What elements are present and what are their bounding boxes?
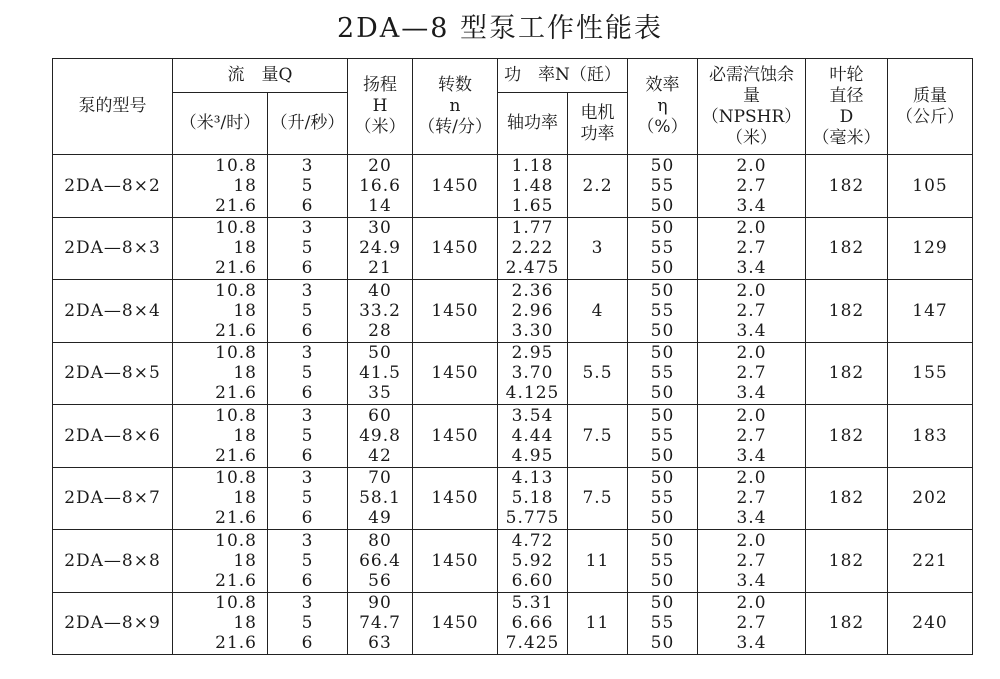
cell-head-value: 41.5 [359, 363, 401, 384]
cell-flow-m3h-value: 21.6 [215, 508, 257, 529]
cell-shaft-power-value: 7.425 [505, 633, 560, 654]
cell-flow-ls [268, 467, 348, 530]
cell-npshr-value: 2.7 [736, 363, 767, 384]
cell-flow-ls-value: 6 [301, 320, 314, 341]
cell-shaft-power-value: 2.22 [511, 238, 554, 259]
cell-mass: 183 [888, 405, 973, 468]
header-model: 泵的型号 [53, 59, 173, 155]
cell-flow-ls-value: 3 [301, 218, 314, 239]
cell-efficiency [628, 467, 698, 530]
cell-flow-m3h-value: 21.6 [215, 570, 257, 591]
cell-npshr [698, 155, 806, 218]
cell-flow-ls [268, 155, 348, 218]
cell-head-value: 80 [368, 530, 392, 551]
cell-shaft-power-value: 2.475 [505, 258, 560, 279]
cell-flow-m3h-value: 18 [233, 550, 257, 571]
cell-model: 2DA—8×6 [53, 405, 173, 468]
cell-efficiency-value: 50 [650, 320, 675, 341]
cell-npshr-value: 2.7 [736, 425, 767, 446]
cell-efficiency-value: 55 [650, 175, 675, 196]
cell-efficiency [628, 155, 698, 218]
cell-efficiency-value: 50 [650, 508, 675, 529]
cell-npshr-value: 2.0 [736, 530, 767, 551]
cell-mass: 105 [888, 155, 973, 218]
table-row [53, 592, 973, 655]
cell-head [348, 592, 413, 655]
cell-motor-power: 4 [568, 280, 628, 343]
cell-flow-ls-value: 5 [301, 175, 314, 196]
cell-flow-m3h-value: 10.8 [215, 593, 257, 614]
cell-shaft-power-value: 6.60 [511, 570, 554, 591]
cell-flow-ls-value: 3 [301, 468, 314, 489]
cell-npshr-value: 2.7 [736, 613, 767, 634]
cell-npshr-value: 3.4 [736, 258, 767, 279]
cell-head [348, 342, 413, 405]
cell-efficiency [628, 280, 698, 343]
cell-model: 2DA—8×8 [53, 530, 173, 593]
cell-model: 2DA—8×2 [53, 155, 173, 218]
cell-head-value: 30 [368, 218, 392, 239]
cell-head-value: 63 [368, 633, 392, 654]
cell-efficiency-value: 55 [650, 363, 675, 384]
cell-shaft-power-value: 4.125 [505, 383, 560, 404]
cell-npshr-value: 3.4 [736, 445, 767, 466]
cell-shaft-power-value: 3.30 [511, 320, 554, 341]
cell-motor-power: 11 [568, 530, 628, 593]
cell-shaft-power-value: 3.54 [511, 405, 554, 426]
cell-npshr-value: 2.7 [736, 300, 767, 321]
cell-mass: 240 [888, 592, 973, 655]
cell-flow-m3h-value: 21.6 [215, 258, 257, 279]
cell-efficiency [628, 592, 698, 655]
cell-flow-ls-value: 5 [301, 550, 314, 571]
cell-efficiency-value: 55 [650, 613, 675, 634]
cell-flow-m3h-value: 18 [233, 488, 257, 509]
header-head: 扬程 H （米） [348, 59, 413, 155]
cell-npshr-value: 3.4 [736, 570, 767, 591]
cell-efficiency-value: 55 [650, 488, 675, 509]
cell-efficiency-value: 50 [650, 468, 675, 489]
table-row [53, 530, 973, 593]
cell-npshr-value: 2.0 [736, 593, 767, 614]
cell-head-value: 28 [368, 320, 392, 341]
table-row [53, 342, 973, 405]
cell-flow-ls [268, 592, 348, 655]
cell-flow-ls [268, 405, 348, 468]
cell-flow-m3h [173, 467, 268, 530]
cell-npshr [698, 530, 806, 593]
cell-motor-power: 3 [568, 217, 628, 280]
cell-npshr [698, 467, 806, 530]
cell-motor-power: 7.5 [568, 405, 628, 468]
cell-npshr-value: 3.4 [736, 633, 767, 654]
cell-head-value: 50 [368, 343, 392, 364]
cell-flow-ls-value: 6 [301, 383, 314, 404]
cell-shaft-power-value: 2.36 [511, 280, 554, 301]
cell-npshr [698, 217, 806, 280]
cell-flow-m3h-value: 21.6 [215, 445, 257, 466]
cell-impeller: 182 [806, 342, 888, 405]
cell-impeller: 182 [806, 155, 888, 218]
cell-impeller: 182 [806, 217, 888, 280]
cell-head [348, 155, 413, 218]
cell-flow-m3h-value: 18 [233, 363, 257, 384]
cell-flow-ls-value: 6 [301, 570, 314, 591]
cell-model: 2DA—8×3 [53, 217, 173, 280]
cell-flow-m3h-value: 10.8 [215, 530, 257, 551]
cell-mass: 147 [888, 280, 973, 343]
cell-npshr-value: 2.0 [736, 405, 767, 426]
cell-flow-ls-value: 5 [301, 613, 314, 634]
cell-efficiency-value: 50 [650, 530, 675, 551]
cell-efficiency [628, 530, 698, 593]
cell-head-value: 60 [368, 405, 392, 426]
cell-flow-m3h-value: 21.6 [215, 383, 257, 404]
cell-npshr-value: 2.0 [736, 218, 767, 239]
cell-flow-m3h [173, 530, 268, 593]
cell-flow-ls-value: 5 [301, 363, 314, 384]
cell-flow-m3h-value: 18 [233, 425, 257, 446]
cell-head-value: 42 [368, 445, 392, 466]
cell-shaft-power [498, 155, 568, 218]
cell-flow-m3h-value: 10.8 [215, 343, 257, 364]
header-npshr: 必需汽蚀余 量（NPSHR） （米） [698, 59, 806, 155]
cell-shaft-power-value: 6.66 [511, 613, 554, 634]
cell-impeller: 182 [806, 592, 888, 655]
cell-flow-m3h [173, 405, 268, 468]
cell-flow-m3h-value: 10.8 [215, 405, 257, 426]
cell-head-value: 14 [368, 195, 392, 216]
cell-shaft-power-value: 1.48 [511, 175, 554, 196]
cell-shaft-power-value: 4.44 [511, 425, 554, 446]
cell-efficiency-value: 55 [650, 238, 675, 259]
cell-flow-m3h-value: 18 [233, 175, 257, 196]
cell-flow-ls-value: 3 [301, 280, 314, 301]
cell-head [348, 217, 413, 280]
header-efficiency: 效率 η （%） [628, 59, 698, 155]
cell-flow-m3h [173, 280, 268, 343]
cell-shaft-power [498, 405, 568, 468]
cell-flow-ls-value: 5 [301, 238, 314, 259]
header-speed: 转数 n （转/分） [413, 59, 498, 155]
cell-flow-m3h-value: 18 [233, 300, 257, 321]
cell-shaft-power-value: 3.70 [511, 363, 554, 384]
cell-flow-m3h [173, 155, 268, 218]
cell-flow-ls-value: 3 [301, 343, 314, 364]
cell-head [348, 530, 413, 593]
table-row [53, 467, 973, 530]
cell-shaft-power-value: 1.77 [511, 218, 554, 239]
cell-flow-m3h-value: 18 [233, 613, 257, 634]
cell-head-value: 21 [368, 258, 392, 279]
cell-speed: 1450 [413, 405, 498, 468]
cell-shaft-power-value: 5.775 [505, 508, 560, 529]
cell-flow-ls-value: 6 [301, 633, 314, 654]
cell-efficiency-value: 50 [650, 280, 675, 301]
cell-head-value: 16.6 [359, 175, 401, 196]
cell-flow-ls-value: 6 [301, 258, 314, 279]
cell-efficiency-value: 50 [650, 195, 675, 216]
cell-npshr-value: 2.7 [736, 488, 767, 509]
cell-flow-m3h-value: 21.6 [215, 320, 257, 341]
cell-flow-ls-value: 5 [301, 425, 314, 446]
cell-efficiency-value: 55 [650, 300, 675, 321]
cell-flow-m3h [173, 592, 268, 655]
cell-flow-m3h-value: 10.8 [215, 155, 257, 176]
cell-flow-ls-value: 6 [301, 195, 314, 216]
cell-speed: 1450 [413, 530, 498, 593]
cell-npshr-value: 2.7 [736, 238, 767, 259]
cell-head-value: 24.9 [359, 238, 401, 259]
cell-shaft-power [498, 342, 568, 405]
cell-motor-power: 5.5 [568, 342, 628, 405]
cell-shaft-power [498, 592, 568, 655]
cell-flow-ls [268, 217, 348, 280]
cell-head-value: 58.1 [359, 488, 401, 509]
cell-shaft-power-value: 1.18 [511, 155, 554, 176]
cell-shaft-power-value: 4.95 [511, 445, 554, 466]
cell-shaft-power-value: 1.65 [511, 195, 554, 216]
cell-motor-power: 2.2 [568, 155, 628, 218]
table-row [53, 155, 973, 218]
cell-head-value: 66.4 [359, 550, 401, 571]
cell-speed: 1450 [413, 280, 498, 343]
cell-impeller: 182 [806, 530, 888, 593]
cell-efficiency-value: 50 [650, 155, 675, 176]
header-flow: 流 量Q [173, 59, 348, 93]
cell-efficiency-value: 50 [650, 445, 675, 466]
cell-flow-ls [268, 280, 348, 343]
cell-impeller: 182 [806, 280, 888, 343]
cell-flow-ls-value: 6 [301, 445, 314, 466]
cell-motor-power: 11 [568, 592, 628, 655]
cell-head-value: 74.7 [359, 613, 401, 634]
cell-shaft-power-value: 2.96 [511, 300, 554, 321]
cell-efficiency-value: 50 [650, 570, 675, 591]
cell-head-value: 40 [368, 280, 392, 301]
cell-shaft-power-value: 5.31 [511, 593, 554, 614]
cell-head-value: 90 [368, 593, 392, 614]
header-flow-ls: （升/秒） [268, 93, 348, 155]
cell-impeller: 182 [806, 467, 888, 530]
cell-shaft-power-value: 5.18 [511, 488, 554, 509]
cell-npshr-value: 2.0 [736, 343, 767, 364]
cell-flow-m3h-value: 10.8 [215, 280, 257, 301]
cell-head-value: 49 [368, 508, 392, 529]
cell-flow-m3h-value: 18 [233, 238, 257, 259]
cell-model: 2DA—8×5 [53, 342, 173, 405]
cell-model: 2DA—8×7 [53, 467, 173, 530]
cell-efficiency [628, 342, 698, 405]
table-row [53, 217, 973, 280]
cell-speed: 1450 [413, 342, 498, 405]
cell-efficiency-value: 55 [650, 550, 675, 571]
cell-efficiency-value: 50 [650, 593, 675, 614]
cell-npshr [698, 342, 806, 405]
header-shaft-power: 轴功率 [498, 93, 568, 155]
cell-speed: 1450 [413, 155, 498, 218]
cell-flow-ls-value: 3 [301, 530, 314, 551]
cell-npshr-value: 2.0 [736, 155, 767, 176]
cell-shaft-power-value: 4.72 [511, 530, 554, 551]
cell-shaft-power-value: 5.92 [511, 550, 554, 571]
cell-npshr-value: 2.0 [736, 468, 767, 489]
cell-head-value: 70 [368, 468, 392, 489]
cell-npshr-value: 2.7 [736, 550, 767, 571]
cell-npshr-value: 3.4 [736, 383, 767, 404]
cell-head [348, 405, 413, 468]
cell-flow-m3h-value: 10.8 [215, 218, 257, 239]
cell-flow-m3h-value: 21.6 [215, 195, 257, 216]
cell-efficiency-value: 50 [650, 343, 675, 364]
cell-efficiency-value: 50 [650, 218, 675, 239]
cell-speed: 1450 [413, 592, 498, 655]
cell-motor-power: 7.5 [568, 467, 628, 530]
cell-head [348, 467, 413, 530]
cell-flow-m3h-value: 10.8 [215, 468, 257, 489]
cell-efficiency-value: 55 [650, 425, 675, 446]
cell-mass: 221 [888, 530, 973, 593]
header-power: 功 率N（瓩） [498, 59, 628, 93]
cell-flow-ls-value: 3 [301, 155, 314, 176]
cell-efficiency-value: 50 [650, 258, 675, 279]
header-flow-m3h: （米³/时） [173, 93, 268, 155]
cell-shaft-power-value: 4.13 [511, 468, 554, 489]
cell-head-value: 49.8 [359, 425, 401, 446]
cell-npshr [698, 592, 806, 655]
cell-mass: 129 [888, 217, 973, 280]
cell-efficiency [628, 217, 698, 280]
cell-flow-ls-value: 3 [301, 405, 314, 426]
cell-shaft-power-value: 2.95 [511, 343, 554, 364]
cell-head-value: 35 [368, 383, 392, 404]
cell-npshr [698, 280, 806, 343]
cell-flow-ls-value: 5 [301, 300, 314, 321]
cell-flow-m3h-value: 21.6 [215, 633, 257, 654]
cell-efficiency [628, 405, 698, 468]
cell-flow-m3h [173, 217, 268, 280]
cell-shaft-power [498, 217, 568, 280]
pump-performance-table [52, 58, 973, 655]
header-motor-power: 电机 功率 [568, 93, 628, 155]
cell-efficiency-value: 50 [650, 405, 675, 426]
cell-head-value: 56 [368, 570, 392, 591]
header-impeller: 叶轮 直径 D （毫米） [806, 59, 888, 155]
cell-npshr-value: 3.4 [736, 320, 767, 341]
table-row [53, 405, 973, 468]
cell-speed: 1450 [413, 217, 498, 280]
cell-head-value: 20 [368, 155, 392, 176]
cell-efficiency-value: 50 [650, 633, 675, 654]
cell-npshr-value: 2.0 [736, 280, 767, 301]
cell-flow-ls [268, 342, 348, 405]
page-title: 2DA—8 型泵工作性能表 [336, 13, 664, 44]
cell-head [348, 280, 413, 343]
cell-flow-ls [268, 530, 348, 593]
cell-npshr-value: 3.4 [736, 195, 767, 216]
cell-npshr [698, 405, 806, 468]
cell-flow-ls-value: 5 [301, 488, 314, 509]
cell-npshr-value: 3.4 [736, 508, 767, 529]
cell-flow-ls-value: 3 [301, 593, 314, 614]
cell-flow-ls-value: 6 [301, 508, 314, 529]
cell-shaft-power [498, 280, 568, 343]
cell-shaft-power [498, 530, 568, 593]
table-row [53, 280, 973, 343]
header-mass: 质量 （公斤） [888, 59, 973, 155]
cell-impeller: 182 [806, 405, 888, 468]
cell-mass: 155 [888, 342, 973, 405]
cell-shaft-power [498, 467, 568, 530]
cell-npshr-value: 2.7 [736, 175, 767, 196]
cell-flow-m3h [173, 342, 268, 405]
cell-mass: 202 [888, 467, 973, 530]
cell-speed: 1450 [413, 467, 498, 530]
cell-model: 2DA—8×9 [53, 592, 173, 655]
cell-efficiency-value: 50 [650, 383, 675, 404]
cell-head-value: 33.2 [359, 300, 401, 321]
cell-model: 2DA—8×4 [53, 280, 173, 343]
